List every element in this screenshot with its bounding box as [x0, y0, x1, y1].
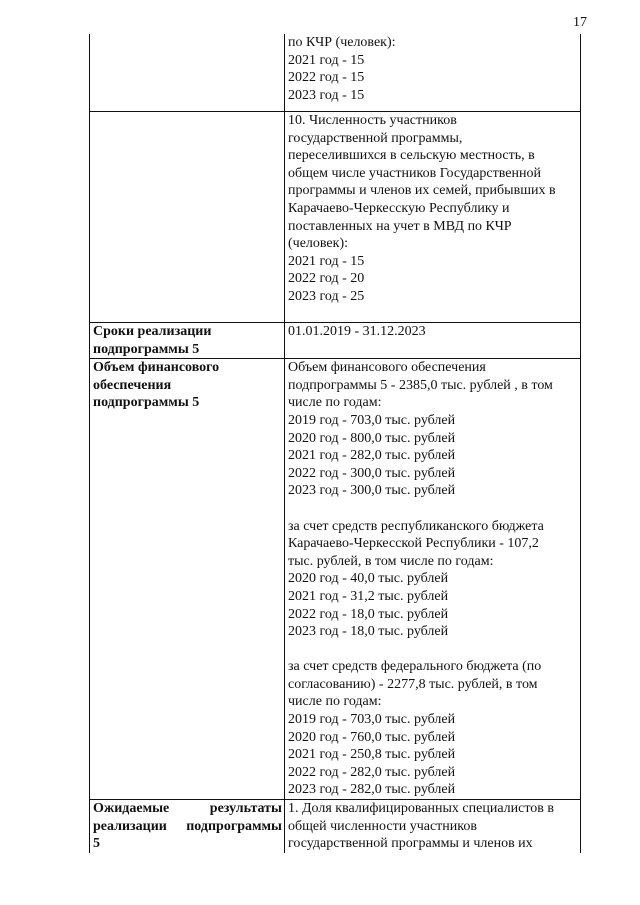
content-line: Карачаево-Черкесскую Республику и [288, 200, 510, 216]
row-label: подпрограммы 5 [93, 341, 200, 357]
financing-total-block [288, 359, 578, 500]
content-line: числе по годам: [288, 694, 382, 710]
content-line: 2021 год - 15 [288, 253, 365, 269]
content-line: 2019 год - 703,0 тыс. рублей [288, 712, 456, 728]
row-label: Ожидаемые результаты [93, 801, 282, 817]
content-line: 2023 год - 282,0 тыс. рублей [288, 782, 456, 798]
content-line: 2021 год - 31,2 тыс. рублей [288, 588, 449, 604]
label-cell [90, 112, 285, 323]
row-label: Объем финансового [93, 360, 220, 376]
table-row [90, 323, 581, 359]
row-label: реализации подпрограммы [93, 818, 282, 834]
content-line: общей численности участников [288, 818, 477, 834]
page-number: 17 [573, 15, 587, 30]
content-line: Карачаево-Черкесской Республики - 107,2 [288, 536, 539, 552]
content-cell [285, 323, 581, 359]
row-label: подпрограммы 5 [93, 395, 200, 411]
content-line: 2023 год - 300,0 тыс. рублей [288, 483, 456, 499]
program-passport-table [89, 34, 581, 853]
row-label: Сроки реализации [93, 324, 212, 339]
content-line: 01.01.2019 - 31.12.2023 [288, 324, 426, 339]
content-line: 2020 год - 760,0 тыс. рублей [288, 729, 456, 745]
content-line: общем числе участников Государственной [288, 165, 541, 181]
table-row [90, 800, 581, 853]
content-line: подпрограммы 5 - 2385,0 тыс. рублей , в том [288, 377, 553, 393]
content-line: 2021 год - 15 [288, 52, 365, 68]
content-line: 2022 год - 300,0 тыс. рублей [288, 465, 456, 481]
content-line: 2023 год - 25 [288, 288, 365, 304]
label-cell [90, 359, 285, 800]
content-line: за счет средств республиканского бюджета [288, 518, 544, 534]
content-line: 2022 год - 18,0 тыс. рублей [288, 606, 449, 622]
content-line: поставленных на учет в МВД по КЧР [288, 218, 512, 234]
row-label: обеспечения [93, 377, 172, 393]
content-cell [285, 800, 581, 853]
content-line: 1. Доля квалифицированных специалистов в [288, 801, 554, 817]
content-line: 2019 год - 703,0 тыс. рублей [288, 412, 456, 428]
table-row [90, 34, 581, 112]
table-row [90, 359, 581, 800]
table-row [90, 112, 581, 323]
blank-line [288, 641, 578, 659]
content-line: государственной программы, [288, 130, 463, 146]
content-line: 2021 год - 282,0 тыс. рублей [288, 448, 456, 464]
row-label: 5 [93, 836, 100, 852]
content-line: (человек): [288, 236, 348, 252]
content-line: по КЧР (человек): [288, 35, 396, 50]
content-line: числе по годам: [288, 395, 382, 411]
content-line: Объем финансового обеспечения [288, 360, 486, 376]
content-line: государственной программы и членов их [288, 836, 533, 852]
content-line: 2022 год - 20 [288, 271, 365, 287]
content-line: 2022 год - 15 [288, 70, 365, 86]
content-line: согласованию) - 2277,8 тыс. рублей, в том [288, 676, 538, 692]
blank-line [288, 500, 578, 518]
content-line: 2020 год - 800,0 тыс. рублей [288, 430, 456, 446]
content-cell [285, 359, 581, 800]
content-cell [285, 112, 581, 323]
content-line: 2023 год - 18,0 тыс. рублей [288, 624, 449, 640]
content-cell [285, 34, 581, 112]
label-cell [90, 800, 285, 853]
financing-federal-block [288, 658, 578, 799]
content-line: 2022 год - 282,0 тыс. рублей [288, 764, 456, 780]
content-line: за счет средств федерального бюджета (по [288, 659, 542, 675]
content-line: 2021 год - 250,8 тыс. рублей [288, 747, 456, 763]
label-cell [90, 323, 285, 359]
content-line: переселившихся в сельскую местность, в [288, 148, 535, 164]
content-line: 10. Численность участников [288, 113, 457, 128]
label-cell [90, 34, 285, 112]
content-line: тыс. рублей, в том числе по годам: [288, 553, 494, 569]
content-line: программы и членов их семей, прибывших в [288, 183, 556, 199]
content-line: 2023 год - 15 [288, 87, 365, 103]
content-line: 2020 год - 40,0 тыс. рублей [288, 571, 449, 587]
financing-regional-block [288, 518, 578, 641]
